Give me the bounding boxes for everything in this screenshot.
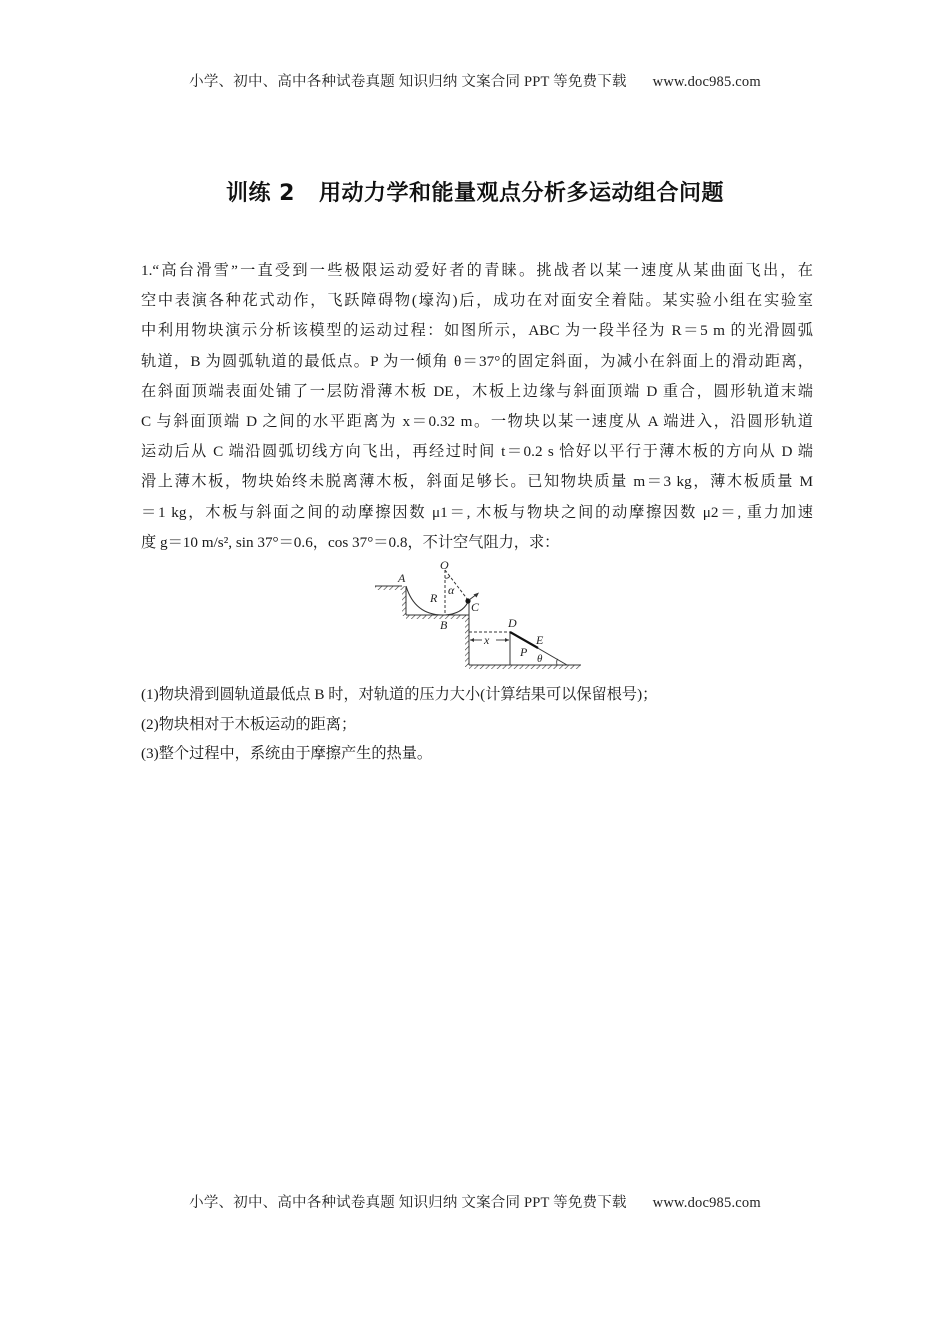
problem-line: ＝1 kg，木板与斜面之间的动摩擦因数 μ1＝, 木板与物块之间的动摩擦因数 μ2＝, 重力加速: [141, 503, 813, 521]
problem-line: C 与斜面顶端 D 之间的水平距离为 x＝0.32 m。一物块以某一速度从 A 端进入，沿圆形轨道: [141, 412, 813, 430]
footer-banner-url[interactable]: www.doc985.com: [652, 1195, 761, 1211]
problem-line: 轨道，B 为圆弧轨道的最低点。P 为一倾角 θ＝37°的固定斜面，为减小在斜面上的滑动距离，: [141, 352, 813, 370]
header-banner: [0, 70, 950, 91]
header-banner-text: 小学、初中、高中各种试卷真题 知识归纳 文案合同 PPT 等免费下载: [189, 74, 627, 90]
problem-line: 滑上薄木板，物块始终未脱离薄木板，斜面足够长。已知物块质量 m＝3 kg，薄木板质量 M: [141, 473, 813, 491]
problem-statement: [141, 256, 813, 558]
title-number: 训练 2: [226, 181, 295, 206]
label-theta: θ: [537, 653, 543, 665]
question-item: (2)物块相对于木板运动的距离；: [141, 715, 357, 733]
problem-line: 运动后从 C 端沿圆弧切线方向飞出，再经过时间 t＝0.2 s 恰好以平行于薄木板的方向从 D 端: [141, 443, 813, 461]
label-E: E: [536, 633, 544, 647]
question-list: [141, 680, 657, 769]
problem-line: 度 g＝10 m/s², sin 37°＝0.6，cos 37°＝0.8，不计空气阻力，求：: [141, 533, 560, 551]
footer-banner-text: 小学、初中、高中各种试卷真题 知识归纳 文案合同 PPT 等免费下载: [189, 1195, 627, 1211]
footer-banner: [0, 1191, 950, 1212]
label-O: O: [440, 558, 449, 572]
title-text: 用动力学和能量观点分析多运动组合问题: [318, 181, 724, 206]
problem-line: 在斜面顶端表面处铺了一层防滑薄木板 DE，木板上边缘与斜面顶端 D 重合，圆形轨道末端: [141, 382, 813, 400]
label-P: P: [520, 645, 528, 659]
label-C: C: [471, 600, 480, 614]
question-item: (1)物块滑到圆轨道最低点 B 时，对轨道的压力大小(计算结果可以保留根号)；: [141, 686, 658, 703]
label-R: R: [430, 591, 438, 605]
page-title: [0, 176, 950, 207]
label-A: A: [398, 571, 406, 585]
label-D: D: [508, 616, 517, 630]
label-B: B: [440, 618, 448, 632]
label-x: x: [484, 633, 490, 647]
problem-line: 中利用物块演示分析该模型的运动过程：如图所示，ABC 为一段半径为 R＝5 m 的光滑圆弧: [141, 322, 813, 340]
problem-line: 1.“高台滑雪”一直受到一些极限运动爱好者的青睐。挑战者以某一速度从某曲面飞出，在: [141, 262, 813, 279]
header-banner-url[interactable]: www.doc985.com: [652, 74, 761, 90]
question-item: (3)整个过程中，系统由于摩擦产生的热量。: [141, 745, 433, 762]
label-alpha: α: [448, 583, 455, 597]
physics-diagram: [370, 558, 585, 670]
problem-line: 空中表演各种花式动作，飞跃障碍物(壕沟)后，成功在对面安全着陆。某实验小组在实验室: [141, 292, 813, 310]
